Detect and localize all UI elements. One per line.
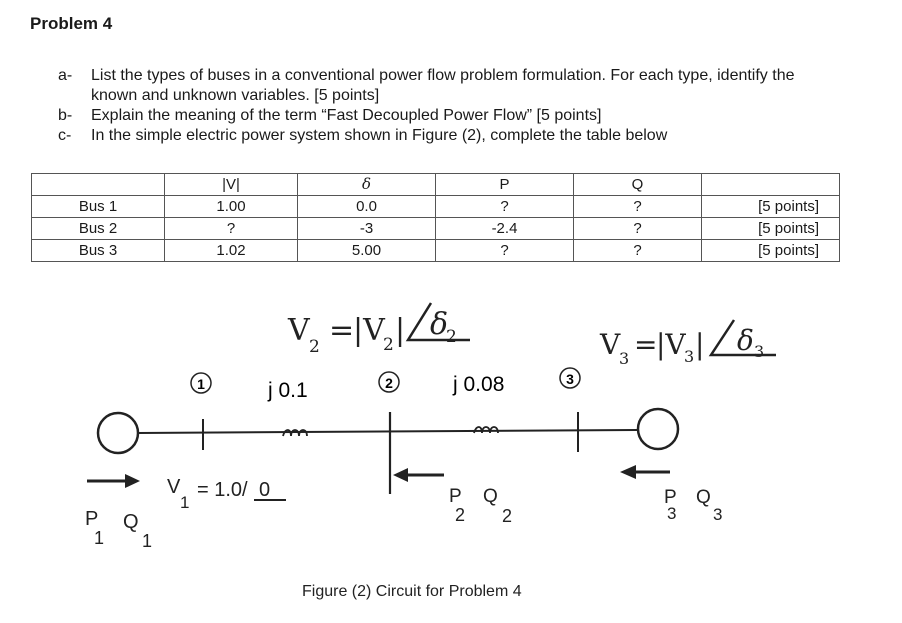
v2-angle-symbol: δ	[430, 307, 449, 342]
p1-label: P	[85, 508, 99, 530]
p1-subscript: 1	[94, 528, 105, 548]
question-marker: a-	[58, 67, 73, 84]
table-cell-points: [5 points]	[702, 196, 840, 218]
pq1-label-group	[85, 508, 152, 551]
v3-equals: =	[634, 328, 658, 361]
v1-angle: 0	[259, 479, 271, 501]
node-3-label: 3	[566, 371, 574, 387]
table-cell: ?	[165, 218, 298, 240]
table-cell: ?	[574, 196, 702, 218]
q2-label: Q	[483, 486, 498, 507]
p3-label: P	[664, 487, 677, 508]
table-cell-bus: Bus 1	[32, 196, 165, 218]
table-cell-bus: Bus 3	[32, 240, 165, 262]
v1-label-group	[167, 476, 270, 512]
q3-subscript: 3	[713, 505, 723, 524]
v2-magnitude-open: |V	[353, 313, 385, 348]
pq2-label-group	[449, 486, 512, 526]
v3-subscript: 3	[619, 349, 630, 368]
question-marker: b-	[58, 107, 73, 124]
q1-subscript: 1	[142, 531, 153, 551]
table-cell: ?	[436, 196, 574, 218]
v1-label: V	[167, 476, 181, 498]
table-cell: ?	[436, 240, 574, 262]
table-cell: 0.0	[298, 196, 436, 218]
node-3-marker	[560, 368, 580, 388]
question-text: List the types of buses in a conventional power flow problem formulation. For each type, identify the known and unknown variables. [5 points]	[91, 67, 795, 104]
v2-equation	[287, 307, 457, 357]
problem-title: Problem 4	[30, 14, 113, 33]
v3-label: V	[600, 328, 621, 361]
table-cell: ?	[574, 240, 702, 262]
arrow-left-icon	[393, 468, 444, 482]
v1-value: = 1.0/	[197, 479, 248, 501]
node-2-marker	[379, 372, 399, 392]
table-header: P	[436, 174, 574, 196]
v3-magnitude-open: |V	[656, 328, 686, 361]
question-marker: c-	[58, 127, 72, 144]
v1-subscript: 1	[180, 493, 190, 512]
p2-label: P	[449, 486, 462, 507]
table-cell-points: [5 points]	[702, 218, 840, 240]
node-2-label: 2	[385, 375, 393, 391]
v2-subscript: 2	[309, 337, 320, 357]
p3-subscript: 3	[667, 504, 677, 523]
v3-magnitude-close: |	[695, 328, 705, 361]
v3-angle-symbol: δ	[737, 324, 754, 357]
impedance-23-label: j 0.08	[453, 373, 505, 396]
arrow-left-icon	[620, 465, 670, 479]
v3-equation	[599, 324, 764, 368]
q3-label: Q	[696, 487, 711, 508]
figure-caption: Figure (2) Circuit for Problem 4	[302, 583, 522, 600]
question-text: Explain the meaning of the term “Fast Decoupled Power Flow” [5 points]	[91, 107, 602, 124]
v2-label: V	[288, 313, 310, 348]
v2-magnitude-subscript: 2	[383, 335, 394, 355]
v2-equals: =	[329, 313, 355, 348]
table-header: δ	[298, 174, 436, 196]
table-cell: 5.00	[298, 240, 436, 262]
table-cell: 1.02	[165, 240, 298, 262]
table-cell-bus: Bus 2	[32, 218, 165, 240]
node-1-marker	[191, 373, 211, 393]
pq3-label-group	[664, 487, 722, 524]
v3-magnitude-subscript: 3	[684, 347, 695, 366]
impedance-12-label: j 0.1	[268, 379, 308, 402]
p2-subscript: 2	[455, 505, 466, 525]
q1-label: Q	[123, 511, 139, 533]
generator-1-icon	[98, 413, 138, 453]
table-cell: -3	[298, 218, 436, 240]
q2-subscript: 2	[502, 506, 513, 526]
table-cell: -2.4	[436, 218, 574, 240]
table-cell: 1.00	[165, 196, 298, 218]
transmission-line	[138, 430, 638, 433]
node-1-label: 1	[197, 376, 205, 392]
table-cell-points: [5 points]	[702, 240, 840, 262]
v2-magnitude-close: |	[395, 313, 406, 348]
v3-angle-subscript: 3	[754, 342, 765, 361]
table-cell: ?	[574, 218, 702, 240]
v2-angle-subscript: 2	[446, 327, 457, 347]
table-header: |V|	[165, 174, 298, 196]
generator-3-icon	[638, 409, 678, 449]
arrow-right-icon	[87, 474, 140, 488]
question-text: In the simple electric power system shown in Figure (2), complete the table below	[91, 127, 668, 144]
table-header: Q	[574, 174, 702, 196]
